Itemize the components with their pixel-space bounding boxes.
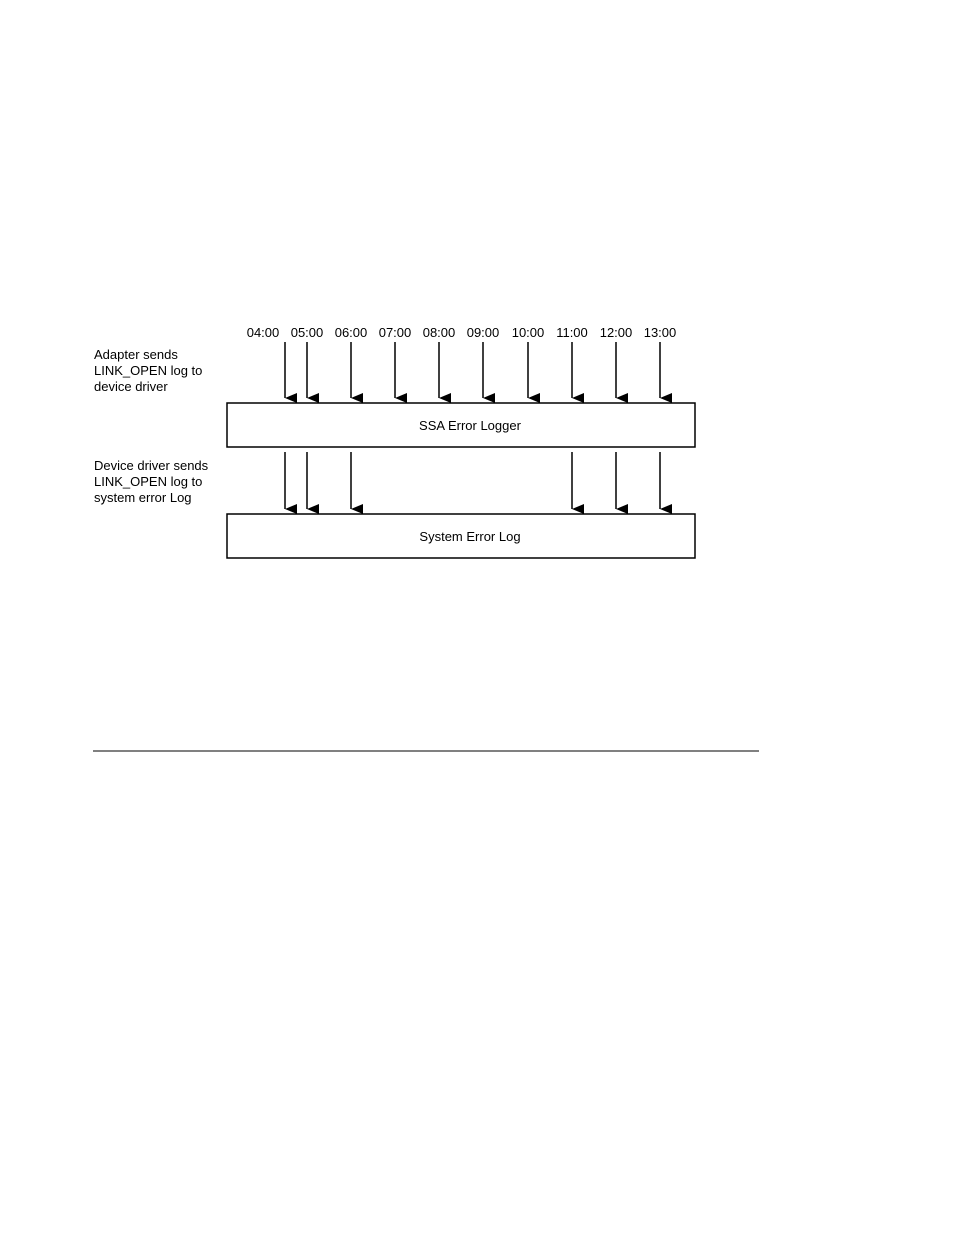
adapter-label <box>94 347 202 394</box>
adapter-label-line: device driver <box>94 379 168 394</box>
time-label: 09:00 <box>466 325 500 340</box>
system-error-log-label: System Error Log <box>419 529 521 544</box>
adapter-arrows <box>285 342 660 398</box>
driver-label-line: LINK_OPEN log to <box>94 474 203 489</box>
time-label: 07:00 <box>378 325 412 340</box>
ssa-error-logger-label: SSA Error Logger <box>419 418 521 433</box>
adapter-label-line: Adapter sends <box>94 347 178 362</box>
driver-label-line: Device driver sends <box>94 458 209 473</box>
time-label: 10:00 <box>511 325 545 340</box>
time-label: 05:00 <box>290 325 324 340</box>
ssa-error-logger-box <box>227 403 695 447</box>
system-error-log-box <box>227 514 695 558</box>
driver-label-line: system error Log <box>94 490 192 505</box>
time-labels <box>247 325 677 340</box>
time-label: 13:00 <box>643 325 677 340</box>
time-label: 06:00 <box>334 325 368 340</box>
time-label: 08:00 <box>422 325 456 340</box>
time-label: 04:00 <box>246 325 280 340</box>
time-label: 12:00 <box>599 325 633 340</box>
driver-arrows <box>285 452 660 509</box>
driver-label <box>94 458 209 505</box>
adapter-label-line: LINK_OPEN log to <box>94 363 203 378</box>
time-label: 11:00 <box>556 325 588 340</box>
